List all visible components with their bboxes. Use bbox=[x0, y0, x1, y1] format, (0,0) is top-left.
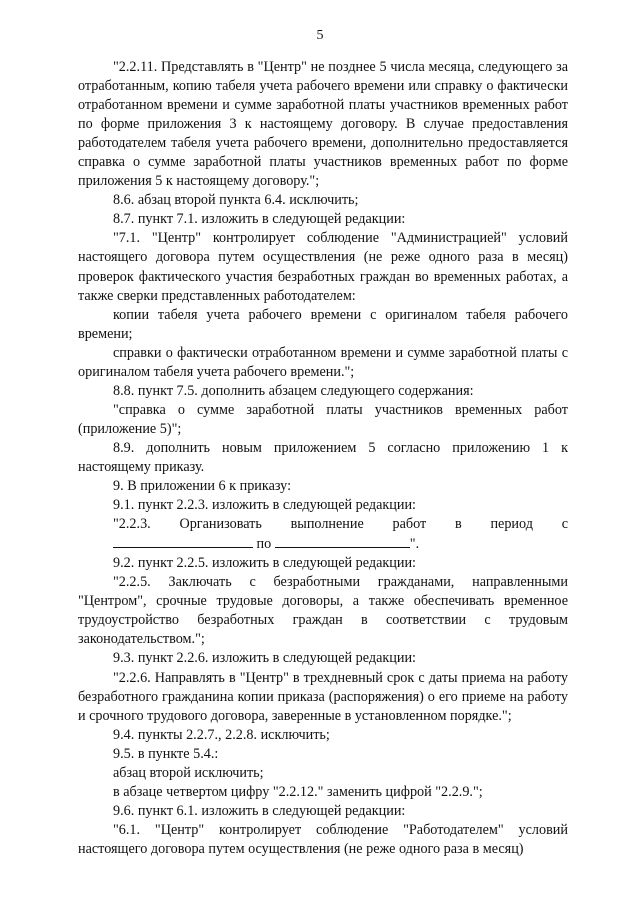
paragraph-2-2-11: "2.2.11. Представлять в "Центр" не позднее 5 числа месяца, следующего за отработанным, копию табеля учета рабочего времени или справку о фактически отработанном времени и сумме заработной платы участников временных работ по форме приложения 3 к настоящему договору. В случае предоставления работодателем табеля учета рабочего времени, дополнительно предоставляется справка о сумме заработной платы участников временных работ по форме приложения 5 к настоящему договору."; bbox=[78, 59, 568, 190]
paragraph-8-7: 8.7. пункт 7.1. изложить в следующей редакции: bbox=[113, 211, 406, 228]
paragraph-9-4: 9.4. пункты 2.2.7., 2.2.8. исключить; bbox=[113, 726, 330, 743]
organize-word: с bbox=[561, 516, 568, 533]
paragraph-6-1: "6.1. "Центр" контролирует соблюдение "Работодателем" условий настоящего договора путем осуществления (не реже одного раза в месяц) bbox=[78, 821, 568, 857]
organize-word: выполнение bbox=[290, 516, 364, 533]
paragraph-8-6: 8.6. абзац второй пункта 6.4. исключить; bbox=[113, 192, 359, 209]
organize-word: "2.2.3. bbox=[113, 516, 151, 533]
paragraph-9-3: 9.3. пункт 2.2.6. изложить в следующей редакции: bbox=[113, 650, 416, 667]
paragraph-9-2: 9.2. пункт 2.2.5. изложить в следующей редакции: bbox=[113, 555, 416, 572]
paragraph-certificate-note: "справка о сумме заработной платы участников временных работ (приложение 5)"; bbox=[78, 401, 568, 437]
paragraph-2-2-6: "2.2.6. Направлять в "Центр" в трехдневный срок с даты приема на работу безработного гражданина копии приказа (распоряжения) о его приеме на работу и срочного трудового договора, заверенные в установленном порядке."; bbox=[78, 669, 568, 724]
paragraph-9: 9. В приложении 6 к приказу: bbox=[113, 478, 292, 495]
page-number: 5 bbox=[316, 28, 324, 43]
document-body bbox=[78, 58, 568, 859]
organize-word: период bbox=[490, 516, 533, 533]
organize-word: Организовать bbox=[179, 516, 262, 533]
period-end-blank bbox=[275, 534, 410, 548]
paragraph-2-2-5: "2.2.5. Заключать с безработными гражданами, направленными "Центром", срочные трудовые договоры, а также обеспечивать временное трудоустройство безработных граждан в соответствии с трудовым законодательством."; bbox=[78, 574, 568, 648]
period-start-blank bbox=[113, 534, 253, 548]
paragraph-8-8: 8.8. пункт 7.5. дополнить абзацем следующего содержания: bbox=[113, 382, 474, 399]
organize-word: работ bbox=[392, 516, 427, 533]
period-blank-line bbox=[78, 534, 568, 554]
paragraph-fourth-abzac: в абзаце четвертом цифру "2.2.12." заменить цифрой "2.2.9."; bbox=[113, 783, 483, 800]
paragraph-8-9: 8.9. дополнить новым приложением 5 согласно приложению 1 к настоящему приказу. bbox=[78, 439, 568, 475]
paragraph-9-6: 9.6. пункт 6.1. изложить в следующей редакции: bbox=[113, 802, 406, 819]
organize-line bbox=[78, 515, 568, 534]
paragraph-7-1: "7.1. "Центр" контролирует соблюдение "Администрацией" условий настоящего договора путем осуществления (не реже одного раза в месяц) проверок фактического участия безработных граждан во временных работах, а также сверки представленных работодателем: bbox=[78, 230, 568, 304]
paragraph-9-5: 9.5. в пункте 5.4.: bbox=[113, 745, 219, 762]
paragraph-salary-certificates: справки о фактически отработанном времени и сумме заработной платы с оригиналом табеля учета рабочего времени."; bbox=[78, 344, 568, 380]
organize-word: в bbox=[455, 516, 462, 533]
period-end-quote: ". bbox=[409, 536, 420, 553]
paragraph-9-1: 9.1. пункт 2.2.3. изложить в следующей редакции: bbox=[113, 497, 416, 514]
paragraph-timesheet-copies: копии табеля учета рабочего времени с оригиналом табеля рабочего времени; bbox=[78, 306, 568, 342]
period-middle-word: по bbox=[256, 536, 272, 553]
paragraph-second-abzac: абзац второй исключить; bbox=[113, 764, 264, 781]
